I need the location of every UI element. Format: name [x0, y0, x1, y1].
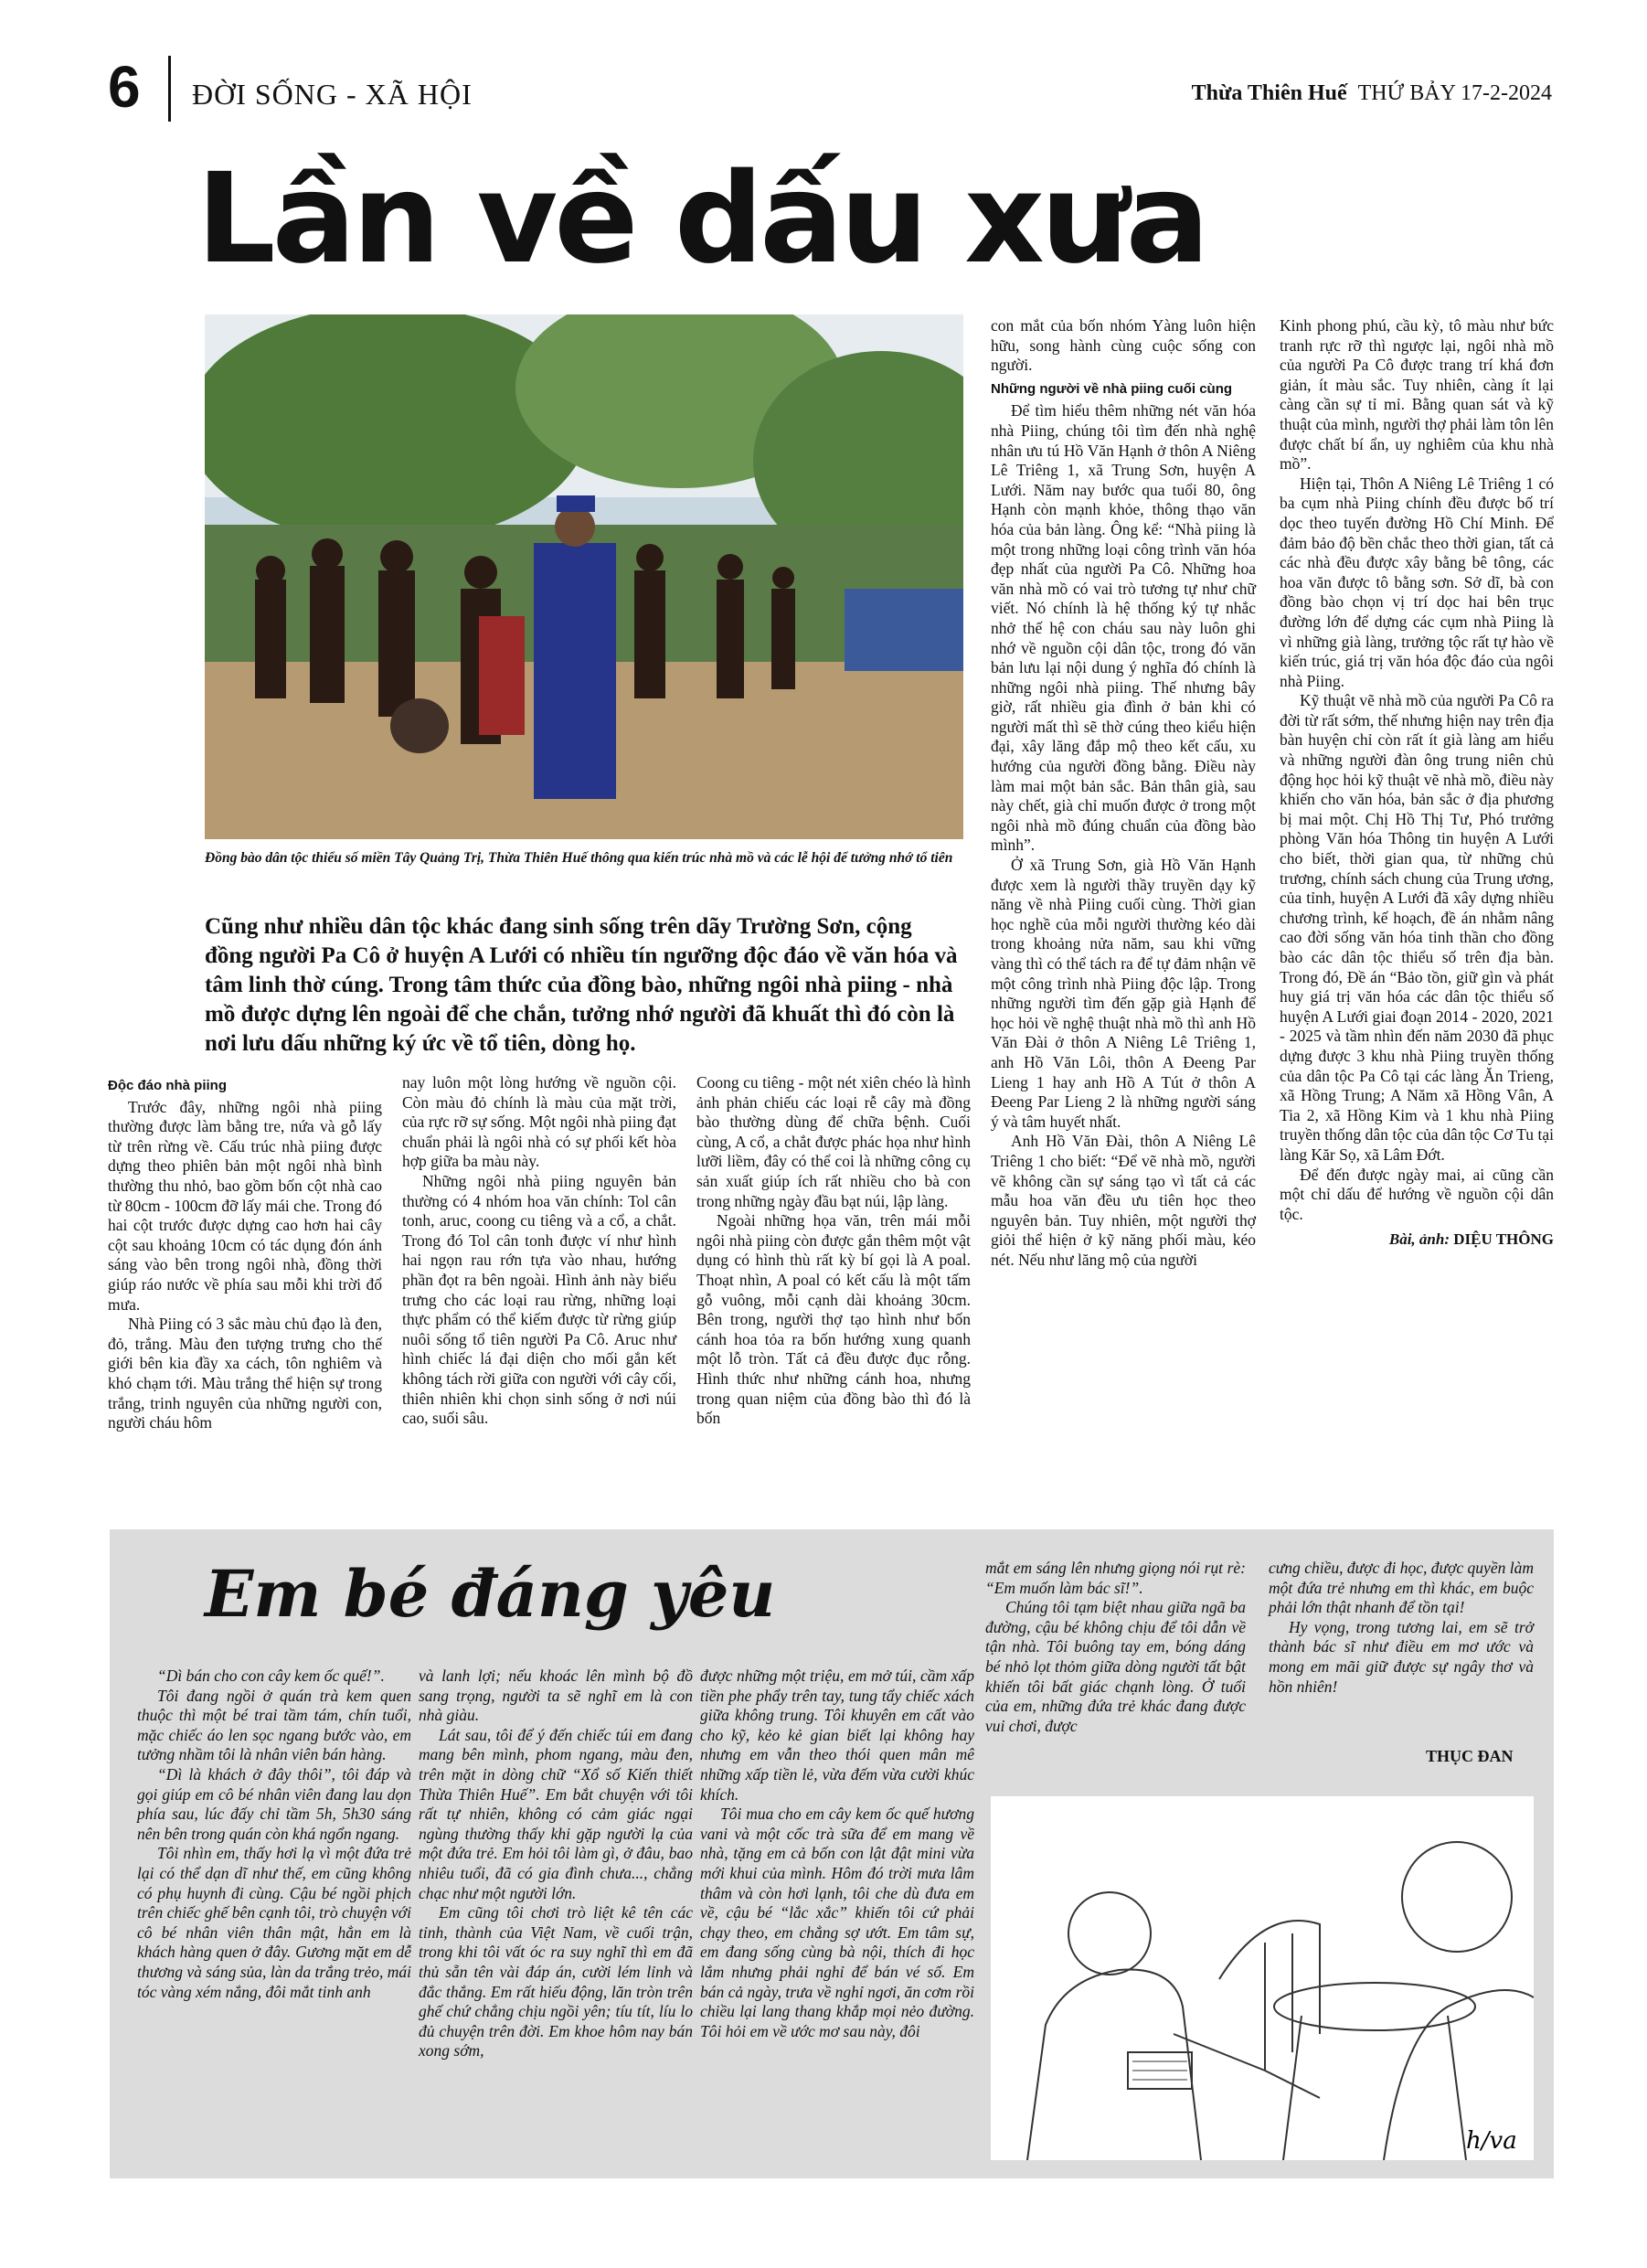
paragraph: Nhà Piing có 3 sắc màu chủ đạo là đen, đỏ, trắng. Màu đen tượng trưng cho thế giới bên kia đầy xa cách, tôn nghiêm và khó chạm tới. Màu trắng thể hiện sự trong trắng, trinh nguyên của những người con, người cháu hôm	[108, 1315, 382, 1432]
story-column-4	[985, 1559, 1246, 1736]
paragraph: Coong cu tiêng - một nét xiên chéo là hình ảnh phản chiếu các loại rễ cây mà đồng bào thường dùng để chữa bệnh. Cuối cùng, A cổ, a chắt được phác họa như hình lưỡi liềm, đây có thể coi là những công cụ sản xuất giúp ích rất nhiều cho bà con trong những ngày đầu bạt núi, lập làng.	[696, 1073, 971, 1210]
issue-date: THỨ BẢY 17-2-2024	[1357, 81, 1552, 105]
paragraph: Em cũng tôi chơi trò liệt kê tên các tỉnh, thành của Việt Nam, về cuối trận, trong khi tôi vất óc ra suy nghĩ thì em đã thủ sẵn tên vài đáp án, cười lém lỉnh và đắc thắng. Em rất hiếu động, lăn tròn trên ghế chứ chẳng chịu ngồi yên; tíu tít, líu lo đủ chuyện trên đời. Em khoe hôm nay bán xong sớm,	[419, 1903, 693, 2060]
article-headline: Lần về dấu xưa	[197, 147, 1206, 292]
short-story-box	[110, 1529, 1554, 2178]
paragraph: Tôi đang ngồi ở quán trà kem quen thuộc thì một bé trai tầm tám, chín tuổi, mặc chiếc áo len sọc ngang bước vào, em tưởng nhầm tôi là nhân viên bán hàng.	[137, 1686, 411, 1764]
subhead-doc-dao: Độc đáo nhà piing	[108, 1078, 227, 1093]
paragraph: Kỹ thuật vẽ nhà mồ của người Pa Cô ra đời từ rất sớm, thế nhưng hiện nay trên địa bàn huyện chỉ còn rất ít già làng am hiểu và những người đàn ông trung niên chủ động học hỏi kỹ thuật vẽ nhà mồ, điều này khiến cho văn hóa, bản sắc ở địa phương bị mai một. Chị Hồ Thị Tư, Phó trưởng phòng Văn hóa Thông tin huyện A Lưới cho biết, thời gian qua, từ những chủ trương, chính sách chung của Trung ương, của tỉnh, huyện A Lưới đã xây dựng nhiều chương trình, kế hoạch, đề án nhằm nâng cao đời sống văn hóa tinh thần cho đồng bào các dân tộc thiểu số trên địa bàn. Trong đó, Đề án “Bảo tồn, giữ gìn và phát huy giá trị văn hóa các dân tộc thiểu số huyện A Lưới giai đoạn 2014 - 2020, 2021 - 2025 và tầm nhìn đến năm 2030 đã phục dựng được 3 khu nhà Piing truyền thống của dân tộc Pa Cô tại các làng Ăn Trieng, xã Hồng Trung; A Năm xã Hồng Vân, A Tia 2, xã Hồng Kim và 1 khu nhà Piing truyền thống dân tộc của dân tộc Cơ Tu tại làng Kăr Sọ, xã Lâm Đớt.	[1280, 691, 1554, 1164]
article-lede: Cũng như nhiều dân tộc khác đang sinh sống trên dãy Trường Sơn, cộng đồng người Pa Cô ở huyện A Lưới có nhiều tín ngưỡng độc đáo về văn hóa và tâm linh thờ cúng. Trong tâm thức của đồng bào, những ngôi nhà piing - nhà mồ được dựng lên ngoài để che chắn, tưởng nhớ người đã khuất thì đó còn là nơi lưu dấu những ký ức về tổ tiên, dòng họ.	[205, 914, 958, 1056]
paragraph: con mắt của bốn nhóm Yàng luôn hiện hữu, song hành cùng cuộc sống con người.	[991, 316, 1256, 375]
paragraph: Những ngôi nhà piing nguyên bản thường có 4 nhóm hoa văn chính: Tol cân tonh, aruc, coong cu tiêng và a cổ, a chắt. Trong đó Tol cân tonh được ví như hình hai ngọn rau rớn tựa vào nhau, hướng phần đọt ra bên ngoài. Hình ảnh này biểu trưng cho các loại rau rừng, những loại thực phẩm có thể kiếm được từ rừng giúp nuôi sống tổ tiên người Pa Cô. Aruc như hình chiếc lá đại diện cho mối gắn kết không tách rời giữa con người với cây cối, thiên nhiên khi chọn sinh sống ở nơi núi cao, suối sâu.	[402, 1171, 676, 1428]
paragraph: Ngoài những họa văn, trên mái mỗi ngôi nhà piing còn được gắn thêm một vật dụng có hình thù rất kỳ bí gọi là A poal. Thoạt nhìn, A poal có kết cấu là một tấm gỗ vuông, mỗi cạnh dài khoảng 30cm. Bên trong, người thợ tạo hình như bốn cánh hoa tỏa ra bốn hướng xung quanh một lỗ tròn. Tất cả đều được đục rỗng. Hình thức như những cánh hoa, nhưng trong quan niệm của đồng bào thì đó là bốn	[696, 1211, 971, 1428]
article-column-4	[991, 316, 1256, 1271]
story-column-3	[700, 1666, 974, 2041]
story-column-2	[419, 1666, 693, 2061]
article-column-2	[402, 1073, 676, 1429]
story-column-1	[137, 1666, 411, 2002]
page-number: 6	[108, 54, 141, 120]
paragraph: Tôi mua cho em cây kem ốc quế hương vani và một cốc trà sữa để em mang về nhà, tặng em cả bốn con lật đật mini vừa mới khui của mình. Hôm đó trời mưa lâm thâm và còn hơi lạnh, tôi che dù đưa em về, cậu bé “lắc xắc” khiến tôi cứ phải chạy theo, em chẳng sợ ướt. Em tâm sự, em đang sống cùng bà nội, thích đi học lắm nhưng phải nghỉ để bán vé số. Em bán cả ngày, trưa về nghỉ ngơi, ăn cơm rồi chiều lại lang thang khắp mọi nẻo đường. Tôi hỏi em về ước mơ sau này, đôi	[700, 1805, 974, 2040]
subhead-nguoi-ve: Những người về nhà piing cuối cùng	[991, 380, 1233, 397]
header-divider	[168, 56, 171, 122]
paragraph: Để đến được ngày mai, ai cũng cần một chỉ dấu để hướng về nguồn cội dân tộc.	[1280, 1165, 1554, 1223]
paragraph: Anh Hồ Văn Đài, thôn A Niêng Lê Triêng 1 cho biết: “Để vẽ nhà mồ, người vẽ không cần sự sáng tạo vì tất cả các mẫu hoa văn đều ưu tiên học theo nguyên bản. Tuy nhiên, một người thợ giỏi thể hiện ở kỹ năng phối màu, kéo nét. Nếu như lăng mộ của người	[991, 1132, 1256, 1269]
paragraph: Hy vọng, trong tương lai, em sẽ trở thành bác sĩ như điều em mơ ước và mong em mãi giữ được sự ngây thơ và hồn nhiên!	[1269, 1617, 1534, 1696]
article-column-3	[696, 1073, 971, 1429]
article-byline	[1280, 1230, 1554, 1250]
byline-prefix: Bài, ảnh:	[1388, 1230, 1450, 1249]
paragraph: Hiện tại, Thôn A Niêng Lê Triêng 1 có ba cụm nhà Piing chính đều được bố trí dọc theo tuyến đường Hồ Chí Minh. Để đảm bảo độ bền chắc theo thời gian, tất cả các nhà đều được xây bằng bê tông, các hoa văn được tô bằng sơn. Sở dĩ, bà con đồng bào chọn vị trí dọc hai bên trục đường lớn để dựng các cụm nhà Piing là vì những già làng, trưởng tộc rất tự hào về kiến trúc, giá trị văn hóa độc đáo của ngôi nhà Piing.	[1280, 474, 1554, 690]
paragraph: “Dì bán cho con cây kem ốc quế!”.	[157, 1666, 385, 1685]
paragraph: Chúng tôi tạm biệt nhau giữa ngã ba đường, cậu bé không chịu để tôi dẫn về tận nhà. Tôi buông tay em, bóng dáng bé nhỏ lọt thỏm giữa dòng người tất bật khiến tôi bất giác chạnh lòng. Ở tuổi của em, những đứa trẻ khác đang được vui chơi, được	[985, 1598, 1246, 1735]
publication-name: Thừa Thiên Huế	[1191, 81, 1347, 105]
paragraph: Lát sau, tôi để ý đến chiếc túi em đang mang bên mình, phom ngang, màu đen, trên mặt in dòng chữ “Xổ số Kiến thiết Thừa Thiên Huế”. Em bắt chuyện với tôi rất tự nhiên, không có cảm giác ngại ngùng thường thấy khi gặp người lạ của một đứa trẻ. Em hỏi tôi làm gì, ở đâu, bao nhiêu tuổi, đã có gia đình chưa..., chẳng chạc như một người lớn.	[419, 1725, 693, 1902]
paragraph: mắt em sáng lên nhưng giọng nói rụt rè: “Em muốn làm bác sĩ!”.	[985, 1559, 1246, 1597]
paragraph: Để tìm hiểu thêm những nét văn hóa nhà Piing, chúng tôi tìm đến nhà nghệ nhân ưu tú Hồ Văn Hạnh ở thôn A Niêng Lê Triêng 1, xã Trung Sơn, huyện A Lưới. Năm nay bước qua tuổi 80, ông Hạnh còn mạnh khỏe, thông thạo văn hóa của bản làng. Ông kể: “Nhà piing là một trong những loại công trình văn hóa đẹp nhất của người Pa Cô. Những hoa văn nhà mồ có vai trò tương tự như chữ viết. Nó chính là hệ thống ký tự nhắc nhở thế hệ con cháu sau này luôn ghi nhớ về nguồn cội dân tộc, trong đó văn bản lưu lại nội dung ý nghĩa đó chính là những ngôi nhà piing. Thế nhưng bây giờ, rất nhiều gia đình ở bản khi có người mất thì sẽ thờ cúng theo kiểu hiện đại, xây lăng đắp mộ theo kết cấu, xu hướng của người đồng bằng. Điều này làm mai một bản sắc. Bản thân già, sau này chết, già chỉ muốn được ở trong một ngôi nhà mồ đúng chuẩn của đồng bào mình”.	[991, 401, 1256, 855]
photo-caption: Đồng bào dân tộc thiểu số miền Tây Quảng Trị, Thừa Thiên Huế thông qua kiến trúc nhà mồ và các lễ hội để tưởng nhớ tổ tiên	[205, 850, 953, 866]
story-column-5	[1269, 1559, 1534, 1697]
article-photo	[205, 314, 963, 839]
paragraph: và lanh lợi; nếu khoác lên mình bộ đồ sang trọng, người ta sẽ nghĩ em là con nhà giàu.	[419, 1666, 693, 1725]
page-header	[108, 50, 1552, 133]
paragraph: Kinh phong phú, cầu kỳ, tô màu như bức tranh rực rỡ thì ngược lại, ngôi nhà mồ của người Pa Cô được trang trí khá đơn giản, ít màu sắc. Tuy nhiên, càng ít lại càng cần sự tỉ mỉ. Bằng quan sát và kỹ thuật của mình, người thợ phải làm tôn lên được chất bí ẩn, uy nghiêm của khu nhà mồ”.	[1280, 316, 1554, 474]
publication-info	[1192, 81, 1552, 106]
paragraph: Ở xã Trung Sơn, già Hồ Văn Hạnh được xem là người thầy truyền dạy kỹ năng về nhà Piing cuối cùng. Thời gian học nghề của mỗi người thường kéo dài trong khoảng nửa năm, sau khi vững vàng thì có thể tách ra để tự đảm nhận vẽ một công trình nhà Piing độc lập. Trong những người tìm đến gặp già Hạnh để học hỏi về nghệ thuật nhà mồ thì anh Hồ Văn Đài ở thôn A Niêng Lê Triêng 1, anh Hồ Văn Lôi, thôn A Đeeng Par Lieng 1 hay anh Hồ A Tút ở thôn A Đeeng Par Lieng 2 là những người sáng ý và tâm huyết nhất.	[991, 856, 1256, 1131]
paragraph: “Dì là khách ở đây thôi”, tôi đáp và gọi giúp em cô bé nhân viên đang lau dọn phía sau, lúc đấy chỉ tầm 5h, 5h30 sáng nên bên trong quán còn khá ngổn ngang.	[137, 1764, 411, 1843]
paragraph: Trước đây, những ngôi nhà piing thường được làm bằng tre, nứa và gỗ lấy từ trên rừng về. Cấu trúc nhà piing được dựng theo phiên bản một ngôi nhà bình thường thu nhỏ, bao gồm bốn cột nhà cao từ 80cm - 100cm đỡ lấy mái che. Trong đó hai cột trước được dựng cao hơn hai cây cột sau khoảng 10cm có tác dụng đón ánh sáng vào bên trong ngôi nhà, đồng thời giúp ráo nước về phía sau mỗi khi trời đổ mưa.	[108, 1097, 382, 1314]
paragraph: Tôi nhìn em, thấy hơi lạ vì một đứa trẻ lại có thể dạn dĩ như thế, em cũng không có phụ huynh đi cùng. Cậu bé ngồi phịch trên chiếc ghế bên cạnh tôi, trò chuyện với cô bé nhân viên thân mật, hẳn em là khách hàng quen ở đây. Gương mặt em dễ thương và sáng sủa, làn da trắng trẻo, mái tóc vàng xém nắng, đôi mắt tinh anh	[137, 1844, 411, 2001]
story-author: THỤC ĐAN	[1426, 1747, 1514, 1765]
byline-name: DIỆU THÔNG	[1453, 1230, 1554, 1249]
article-column-1	[108, 1076, 382, 1433]
story-title: Em bé đáng yêu	[205, 1556, 776, 1632]
section-title: ĐỜI SỐNG - XÃ HỘI	[192, 78, 473, 111]
paragraph: được những một triệu, em mở túi, cầm xấp tiền phe phẩy trên tay, tung tẩy chiếc xách giữa không trung. Tôi khuyên em cất vào cho kỹ, kẻo kẻ gian biết lại không hay nhưng em vẫn theo thói quen mân mê những xấp tiền lẻ, vừa đếm vừa cười khúc khích.	[700, 1666, 974, 1804]
paragraph: cưng chiều, được đi học, được quyền làm một đứa trẻ nhưng em thì khác, em buộc phải lớn thật nhanh để tồn tại!	[1269, 1559, 1534, 1617]
paragraph: nay luôn một lòng hướng về nguồn cội. Còn màu đỏ chính là màu của mặt trời, của rực rỡ sự sống. Một ngôi nhà piing đạt chuẩn phải là ngôi nhà có sự phối kết hòa hợp giữa ba màu này.	[402, 1073, 676, 1171]
illustration-signature: h/va	[1466, 2127, 1517, 2155]
story-illustration	[991, 1796, 1534, 2160]
article-column-5	[1280, 316, 1554, 1250]
